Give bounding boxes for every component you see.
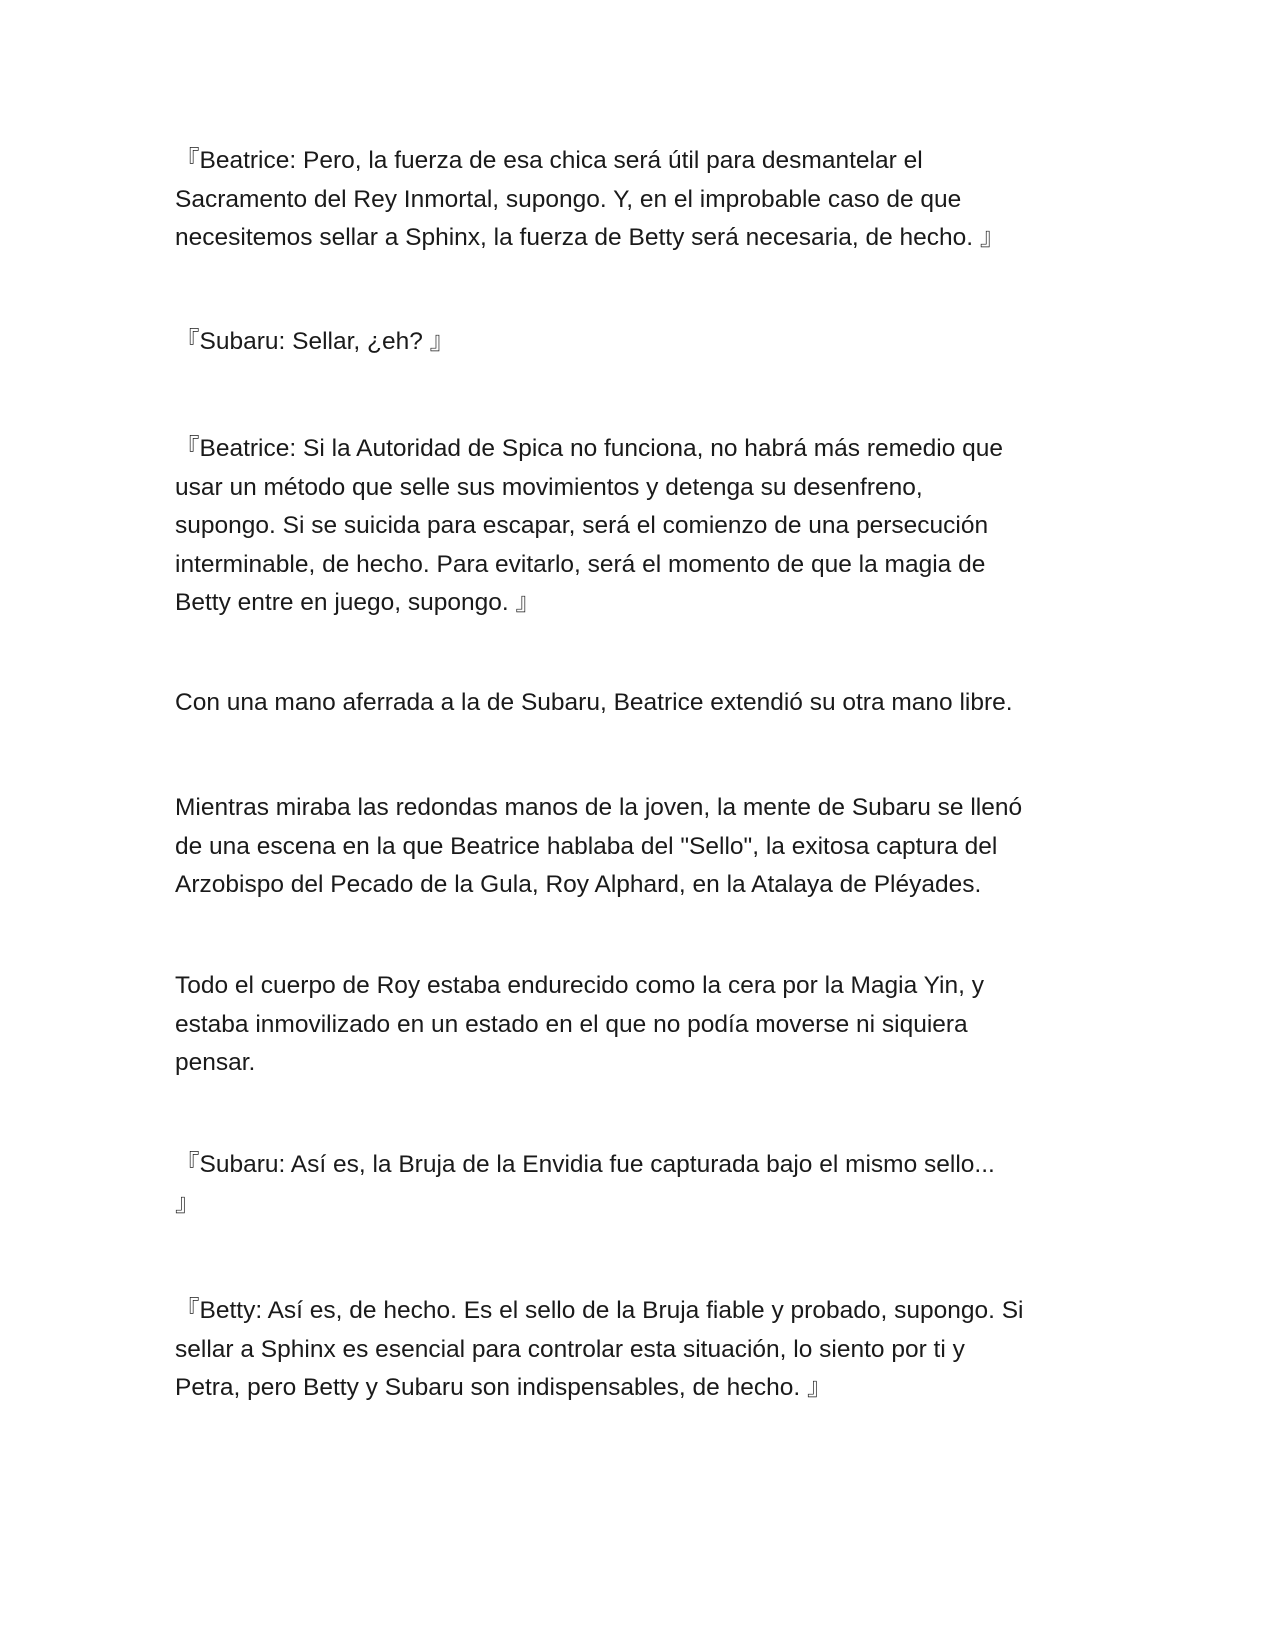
narration-paragraph-2	[175, 789, 1095, 905]
text-line: pensar.	[175, 1049, 256, 1076]
text-line: Todo el cuerpo de Roy estaba endurecido como la cera por la Magia Yin, y	[175, 972, 984, 999]
text-line: Sacramento del Rey Inmortal, supongo. Y, en el improbable caso de que	[175, 185, 962, 213]
dialogue-subaru-2	[175, 1146, 1095, 1223]
text-line: 』	[175, 1189, 200, 1217]
text-line: de una escena en la que Beatrice hablaba del "Sello", la exitosa captura del	[175, 832, 998, 860]
text-line: 『Betty: Así es, de hecho. Es el sello de la Bruja fiable y probado, supongo. Si	[175, 1297, 1024, 1324]
dialogue-betty-1	[175, 1292, 1095, 1408]
text-line: Betty entre en juego, supongo. 』	[175, 589, 541, 616]
text-line: supongo. Si se suicida para escapar, será el comienzo de una persecución	[175, 512, 989, 539]
dialogue-beatrice-1	[175, 142, 1095, 258]
text-line: interminable, de hecho. Para evitarlo, será el momento de que la magia de	[175, 550, 986, 578]
text-line: sellar a Sphinx es esencial para controlar esta situación, lo siento por ti y	[175, 1335, 965, 1363]
dialogue-beatrice-2	[175, 430, 1095, 623]
narration-paragraph-1	[175, 684, 1095, 723]
narration-paragraph-3	[175, 967, 1095, 1083]
text-line: Arzobispo del Pecado de la Gula, Roy Alphard, en la Atalaya de Pléyades.	[175, 871, 982, 898]
text-line: estaba inmovilizado en un estado en el que no podía moverse ni siquiera	[175, 1010, 968, 1038]
text-line: Petra, pero Betty y Subaru son indispensables, de hecho. 』	[175, 1374, 832, 1401]
text-line: Con una mano aferrada a la de Subaru, Beatrice extendió su otra mano libre.	[175, 689, 1013, 716]
text-line: 『Subaru: Sellar, ¿eh? 』	[175, 328, 455, 355]
dialogue-subaru-1	[175, 323, 1095, 362]
text-line: Mientras miraba las redondas manos de la joven, la mente de Subaru se llenó	[175, 794, 1023, 821]
text-line: necesitemos sellar a Sphinx, la fuerza de Betty será necesaria, de hecho. 』	[175, 224, 1005, 251]
text-line: 『Subaru: Así es, la Bruja de la Envidia fue capturada bajo el mismo sello...	[175, 1151, 995, 1178]
text-line: 『Beatrice: Pero, la fuerza de esa chica será útil para desmantelar el	[175, 147, 923, 174]
text-line: usar un método que selle sus movimientos y detenga su desenfreno,	[175, 473, 923, 501]
text-line: 『Beatrice: Si la Autoridad de Spica no funciona, no habrá más remedio que	[175, 435, 1004, 462]
